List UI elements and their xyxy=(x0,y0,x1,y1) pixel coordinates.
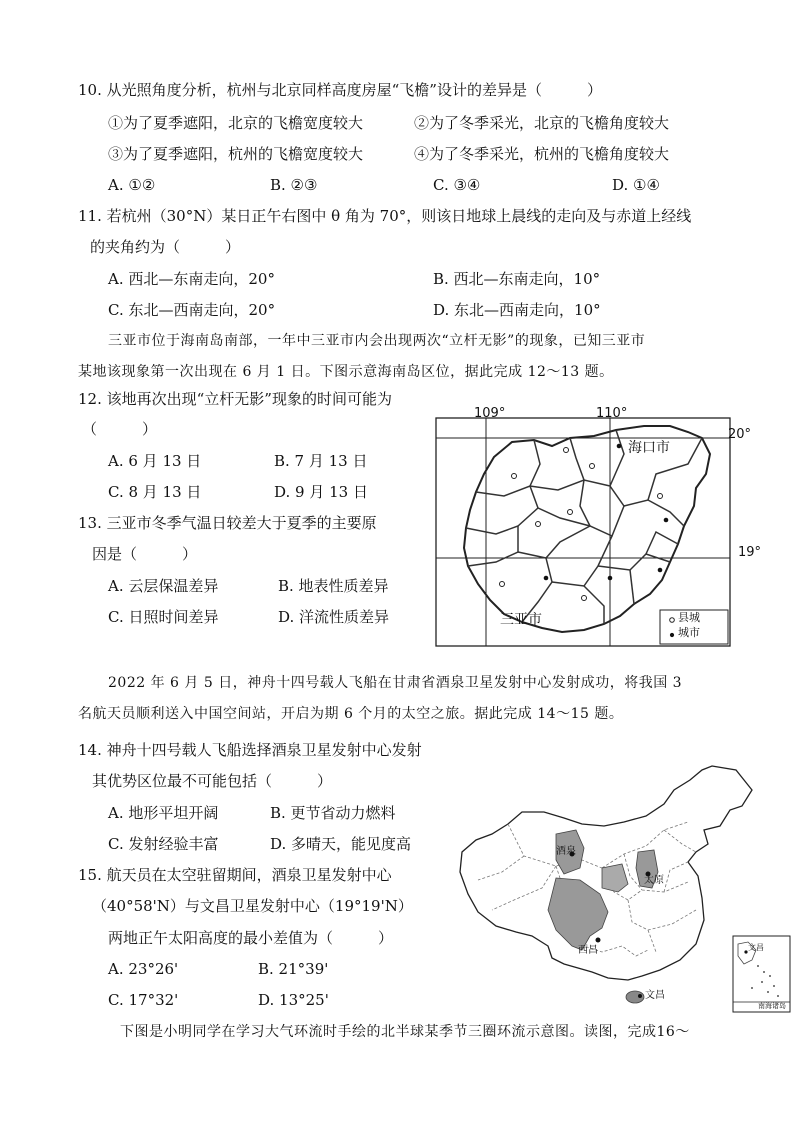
q14-option-c[interactable]: C. 发射经验丰富 xyxy=(108,835,219,853)
q14-stem-line2: 其优势区位最不可能包括（ ） xyxy=(92,772,333,790)
q15-option-a[interactable]: A. 23°26' xyxy=(108,960,179,978)
intro-16-line1: 下图是小明同学在学习大气环流时手绘的北半球某季节三圈环流示意图。读图，完成16～ xyxy=(120,1024,690,1040)
q15-option-d[interactable]: D. 13°25' xyxy=(258,991,329,1009)
q13-stem-line1: 13. 三亚市冬季气温日较差大于夏季的主要原 xyxy=(78,514,377,532)
q14-option-b[interactable]: B. 更节省动力燃料 xyxy=(270,804,396,822)
q12-stem-line2: （ ） xyxy=(82,420,158,438)
map-label-taiyuan: 太原 xyxy=(644,875,664,886)
map-longitude-110: 110° xyxy=(596,406,628,421)
map-label-haikou: 海口市 xyxy=(628,440,670,456)
inset-label-south-china-sea-islands: 南海诸岛 xyxy=(758,1002,786,1010)
q11-option-b[interactable]: B. 西北—东南走向，10° xyxy=(433,270,601,288)
map-latitude-20: 20° xyxy=(728,427,752,442)
q10-option-c[interactable]: C. ③④ xyxy=(433,176,481,194)
q13-option-a[interactable]: A. 云层保温差异 xyxy=(108,577,219,595)
q10-statement-1: ①为了夏季遮阳，北京的飞檐宽度较大 xyxy=(108,114,364,132)
q11-option-c[interactable]: C. 东北—西南走向，20° xyxy=(108,301,276,319)
map-label-sanya: 三亚市 xyxy=(500,612,542,628)
map-label-wenchang: 文昌 xyxy=(645,990,665,1001)
q15-stem-line1: 15. 航天员在太空驻留期间，酒泉卫星发射中心 xyxy=(78,866,392,884)
q10-stem: 10. 从光照角度分析，杭州与北京同样高度房屋“飞檐”设计的差异是（ ） xyxy=(78,81,602,99)
q11-stem-line1: 11. 若杭州（30°N）某日正午右图中 θ 角为 70°，则该日地球上晨线的走向及与赤道上经线 xyxy=(78,207,692,225)
intro-14-15-line2: 名航天员顺利送入中国空间站，开启为期 6 个月的太空之旅。据此完成 14～15 题。 xyxy=(78,706,624,722)
q11-option-d[interactable]: D. 东北—西南走向，10° xyxy=(433,301,601,319)
legend-city: 城市 xyxy=(678,626,700,639)
q11-stem-line2: 的夹角约为（ ） xyxy=(90,238,241,256)
q12-stem-line1: 12. 该地再次出现“立杆无影”现象的时间可能为 xyxy=(78,390,392,408)
q12-option-d[interactable]: D. 9 月 13 日 xyxy=(274,483,368,501)
q10-option-d[interactable]: D. ①④ xyxy=(612,176,660,194)
q15-stem-line2: （40°58'N）与文昌卫星发射中心（19°19'N） xyxy=(92,897,413,915)
q13-option-d[interactable]: D. 洋流性质差异 xyxy=(278,608,390,626)
q15-stem-line3: 两地正午太阳高度的最小差值为（ ） xyxy=(108,929,394,947)
q14-option-d[interactable]: D. 多晴天，能见度高 xyxy=(270,835,412,853)
q10-statement-4: ④为了冬季采光，杭州的飞檐角度较大 xyxy=(414,145,670,163)
map-label-xichang: 西昌 xyxy=(578,945,598,956)
inset-label-wenchang: 文昌 xyxy=(748,943,764,952)
intro-14-15-line1: 2022 年 6 月 5 日，神舟十四号载人飞船在甘肃省酒泉卫星发射中心发射成功，将我国 3 xyxy=(108,675,683,691)
intro-12-13-line2: 某地该现象第一次出现在 6 月 1 日。下图示意海南岛区位，据此完成 12～13 题。 xyxy=(78,364,614,380)
q12-option-c[interactable]: C. 8 月 13 日 xyxy=(108,483,202,501)
q15-option-b[interactable]: B. 21°39' xyxy=(258,960,329,978)
q13-stem-line2: 因是（ ） xyxy=(92,545,198,563)
map-label-jiuquan: 酒泉 xyxy=(556,846,576,857)
legend-county: 县城 xyxy=(678,611,700,624)
q12-option-b[interactable]: B. 7 月 13 日 xyxy=(274,452,368,470)
q10-statement-2: ②为了冬季采光，北京的飞檐角度较大 xyxy=(414,114,670,132)
q13-option-c[interactable]: C. 日照时间差异 xyxy=(108,608,219,626)
q14-stem-line1: 14. 神舟十四号载人飞船选择酒泉卫星发射中心发射 xyxy=(78,741,422,759)
q15-option-c[interactable]: C. 17°32' xyxy=(108,991,179,1009)
q12-option-a[interactable]: A. 6 月 13 日 xyxy=(108,452,202,470)
map-longitude-109: 109° xyxy=(474,406,506,421)
intro-12-13-line1: 三亚市位于海南岛南部，一年中三亚市内会出现两次“立杆无影”的现象，已知三亚市 xyxy=(108,333,646,349)
q14-option-a[interactable]: A. 地形平坦开阔 xyxy=(108,804,219,822)
q11-option-a[interactable]: A. 西北—东南走向，20° xyxy=(108,270,275,288)
q10-statement-3: ③为了夏季遮阳，杭州的飞檐宽度较大 xyxy=(108,145,364,163)
q10-option-a[interactable]: A. ①② xyxy=(108,176,156,194)
china-launch-sites-map xyxy=(452,760,792,1016)
q13-option-b[interactable]: B. 地表性质差异 xyxy=(278,577,389,595)
map-latitude-19: 19° xyxy=(738,545,762,560)
q10-option-b[interactable]: B. ②③ xyxy=(270,176,318,194)
